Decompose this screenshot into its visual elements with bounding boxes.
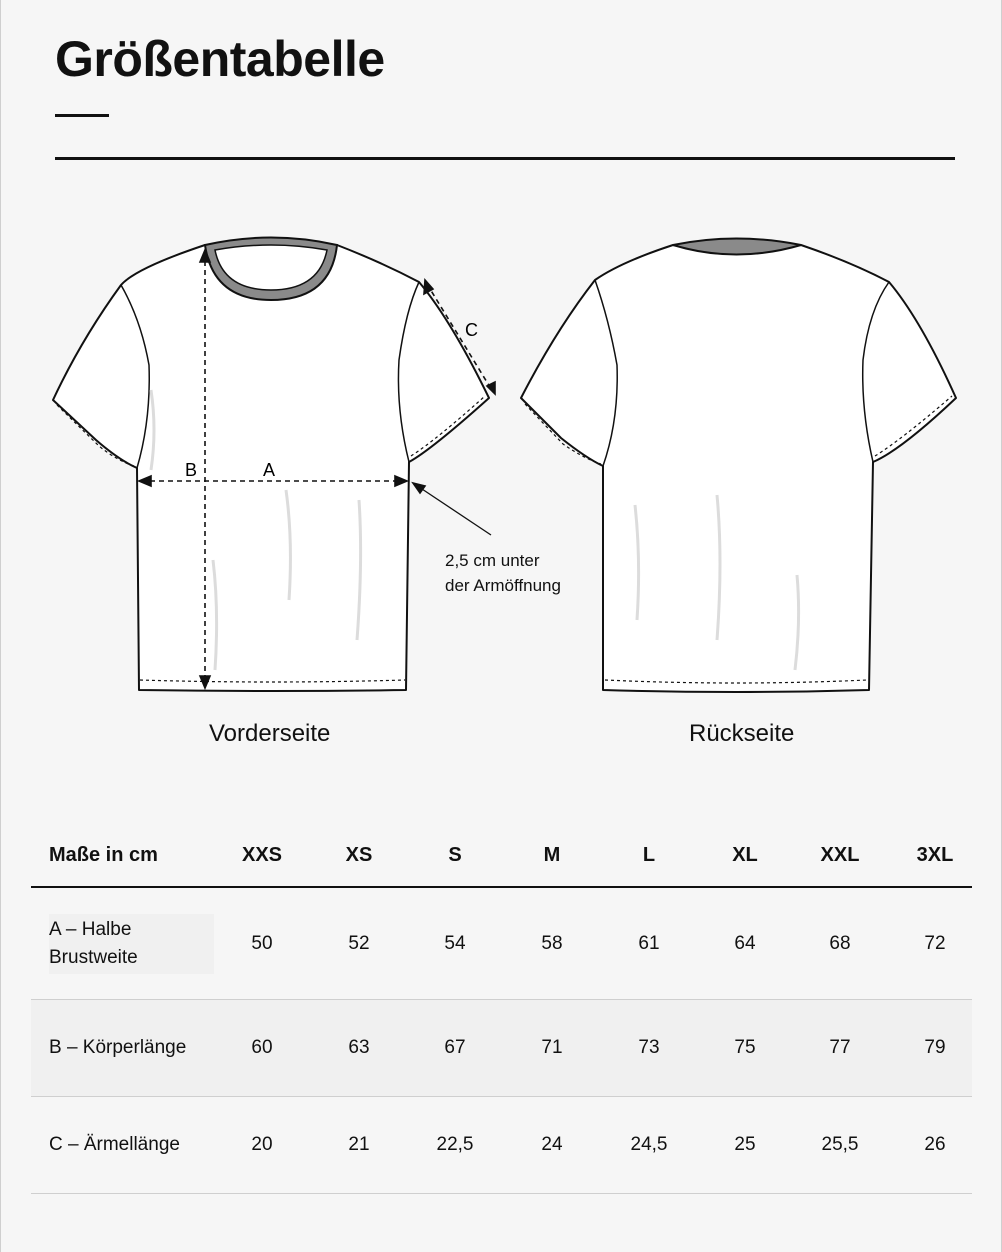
table-cell: 24,5 — [630, 1134, 668, 1155]
tshirt-illustration — [1, 200, 1002, 720]
note-line-1: 2,5 cm unter — [445, 551, 540, 570]
label-a: A — [263, 460, 276, 480]
row-label: B – Körperlänge — [49, 1037, 187, 1058]
note-line-2: der Armöffnung — [445, 576, 561, 595]
header-size-xs: XS — [345, 844, 373, 866]
table-cell: 22,5 — [436, 1134, 474, 1155]
table-cell: 54 — [444, 932, 466, 954]
header-label: Maße in cm — [49, 844, 158, 866]
header-size-3xl: 3XL — [916, 844, 954, 866]
table-header — [31, 820, 972, 888]
page-title: Größentabelle — [55, 31, 385, 87]
table-cell: 77 — [829, 1037, 851, 1058]
table-cell: 60 — [251, 1037, 273, 1058]
front-caption: Vorderseite — [209, 720, 331, 747]
tshirt-back-drawing — [521, 245, 956, 692]
table-cell: 73 — [638, 1037, 660, 1058]
table-row — [31, 1097, 972, 1194]
table-cell: 64 — [734, 932, 756, 954]
table-cell: 72 — [924, 932, 946, 954]
header-size-m: M — [543, 844, 561, 866]
table-cell: 25 — [734, 1134, 756, 1155]
header-size-s: S — [448, 844, 462, 866]
section-divider — [55, 157, 955, 160]
table-cell: 75 — [734, 1037, 756, 1058]
table-row — [31, 888, 972, 1000]
table-cell: 79 — [924, 1037, 946, 1058]
table-cell: 21 — [348, 1134, 370, 1155]
table-cell: 20 — [251, 1134, 273, 1155]
back-caption: Rückseite — [689, 720, 795, 747]
table-cell: 24 — [541, 1134, 563, 1155]
table-cell: 67 — [444, 1037, 466, 1058]
measurement-note — [445, 548, 561, 598]
title-underline — [55, 114, 109, 117]
table-cell: 61 — [638, 932, 660, 954]
table-cell: 26 — [924, 1134, 946, 1155]
header-size-xxs: XXS — [241, 844, 283, 866]
table-row — [31, 1000, 972, 1097]
table-cell: 50 — [251, 932, 273, 954]
table-cell: 71 — [541, 1037, 563, 1058]
label-c: C — [465, 320, 478, 340]
header-size-l: L — [642, 844, 656, 866]
size-table — [31, 820, 972, 1194]
label-b: B — [185, 460, 198, 480]
table-cell: 58 — [541, 932, 563, 954]
table-cell: 63 — [348, 1037, 370, 1058]
row-label-line-1: A – Halbe — [49, 918, 132, 940]
row-label — [49, 914, 214, 974]
table-cell: 68 — [829, 932, 851, 954]
table-cell: 25,5 — [821, 1134, 859, 1155]
header-size-xl: XL — [732, 844, 758, 866]
row-label-line-2: Brustweite — [49, 946, 138, 968]
row-label: C – Ärmellänge — [49, 1134, 180, 1155]
header-size-xxl: XXL — [820, 844, 860, 866]
table-cell: 52 — [348, 932, 370, 954]
